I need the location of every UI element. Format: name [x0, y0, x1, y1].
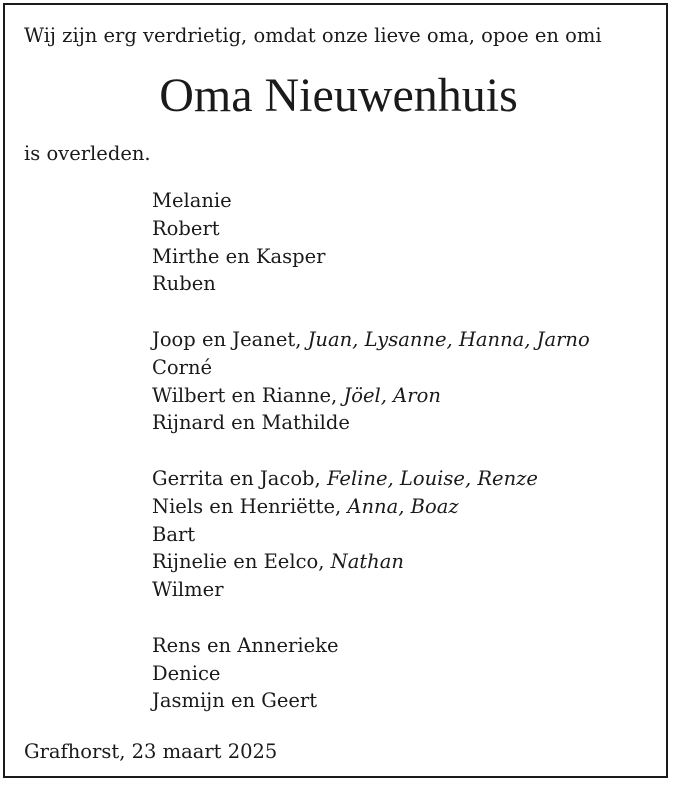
family-member-name: Mirthe en Kasper — [152, 244, 326, 268]
family-member-name: Joop en Jeanet, — [152, 327, 302, 351]
family-line — [152, 187, 590, 215]
family-line — [152, 243, 590, 271]
family-group — [152, 632, 590, 715]
family-line — [152, 465, 590, 493]
family-line — [152, 687, 590, 715]
family-member-name: Rens en Annerieke — [152, 633, 339, 657]
family-member-name: Rijnelie en Eelco, — [152, 550, 325, 574]
family-line — [152, 576, 590, 604]
family-line — [152, 409, 590, 437]
family-member-name: Niels en Henriëtte, — [152, 494, 342, 518]
deceased-text: is overleden. — [24, 142, 151, 165]
family-line — [152, 354, 590, 382]
family-line — [152, 493, 590, 521]
grandchildren-names: Juan, Lysanne, Hanna, Jarno — [307, 327, 590, 351]
family-group — [152, 326, 590, 437]
family-line — [152, 548, 590, 576]
family-member-name: Gerrita en Jacob, — [152, 466, 321, 490]
family-member-name: Denice — [152, 661, 221, 685]
grandchildren-names: Anna, Boaz — [347, 494, 459, 518]
family-group — [152, 187, 590, 298]
family-line — [152, 632, 590, 660]
family-line — [152, 660, 590, 688]
intro-text: Wij zijn erg verdrietig, omdat onze lieve oma, opoe en omi — [24, 24, 602, 47]
family-line — [152, 270, 590, 298]
family-member-name: Bart — [152, 522, 196, 546]
family-line — [152, 326, 590, 354]
family-member-name: Wilmer — [152, 578, 224, 602]
family-member-name: Ruben — [152, 272, 216, 296]
family-line — [152, 521, 590, 549]
family-group — [152, 465, 590, 604]
grandchildren-names: Feline, Louise, Renze — [326, 466, 538, 490]
family-member-name: Corné — [152, 355, 213, 379]
grandchildren-names: Jöel, Aron — [343, 383, 441, 407]
family-member-name: Jasmijn en Geert — [152, 689, 318, 713]
family-member-name: Robert — [152, 216, 220, 240]
deceased-name: Oma Nieuwenhuis — [159, 69, 518, 122]
family-member-name: Wilbert en Rianne, — [152, 383, 338, 407]
grandchildren-names: Nathan — [330, 550, 404, 574]
family-line — [152, 382, 590, 410]
family-line — [152, 215, 590, 243]
family-member-name: Melanie — [152, 189, 232, 212]
family-list — [152, 187, 590, 715]
place-and-date: Grafhorst, 23 maart 2025 — [24, 740, 278, 763]
family-member-name: Rijnard en Mathilde — [152, 411, 350, 435]
